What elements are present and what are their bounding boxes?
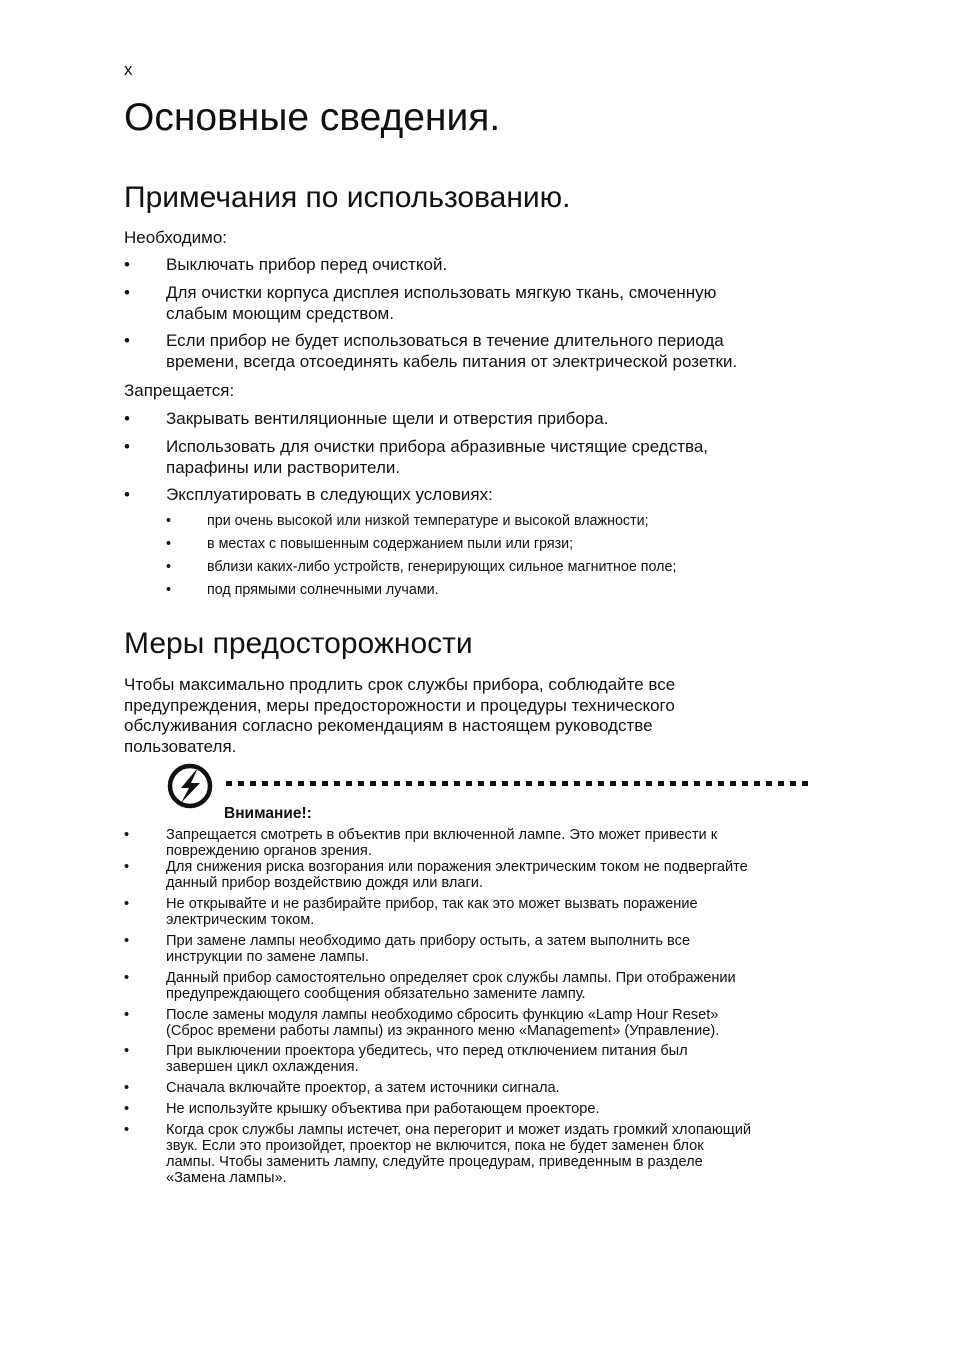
prohibited-label: Запрещается: <box>124 381 235 400</box>
warning-label: Внимание!: <box>224 805 312 822</box>
page-number: x <box>124 60 133 79</box>
warning-divider <box>226 781 810 786</box>
precautions-heading: Меры предосторожности <box>124 627 473 660</box>
required-label: Необходимо: <box>124 228 228 247</box>
page-title: Основные сведения. <box>124 96 501 139</box>
lightning-warning-icon <box>166 762 214 810</box>
usage-heading: Примечания по использованию. <box>124 181 571 214</box>
precautions-intro: Чтобы максимально продлить срок службы прибора, соблюдайте все предупреждения, меры предосторожности и процедуры технического обслуживания согласно рекомендациям в настоящем руководстве пользователя. <box>124 675 676 757</box>
